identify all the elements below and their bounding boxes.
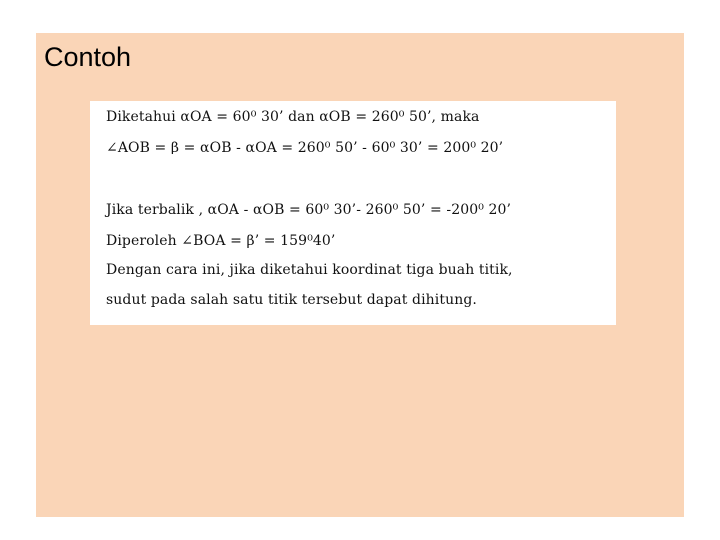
text-line-angle-clip [90,138,616,154]
slide [36,33,684,517]
text-line-conclusion: sudut pada salah satu titik tersebut dapat dihitung. [106,292,477,308]
text-line-reversed: Jika terbalik , αOA - αOB = 60⁰ 30’- 260⁰ 50’ = -200⁰ 20’ [106,202,512,218]
text-line-given: Diketahui αOA = 60⁰ 30’ dan αOB = 260⁰ 50’, maka [106,109,480,125]
text-line-angle-aob: ∠AOB = β = αOB - αOA = 260⁰ 50’ - 60⁰ 30’ = 200⁰ 20’ [106,140,504,154]
example-image-box [90,101,616,325]
text-line-obtained: Diperoleh ∠BOA = β’ = 159⁰40’ [106,233,336,249]
slide-title: Contoh [44,42,132,72]
text-line-method: Dengan cara ini, jika diketahui koordinat tiga buah titik, [106,262,513,278]
